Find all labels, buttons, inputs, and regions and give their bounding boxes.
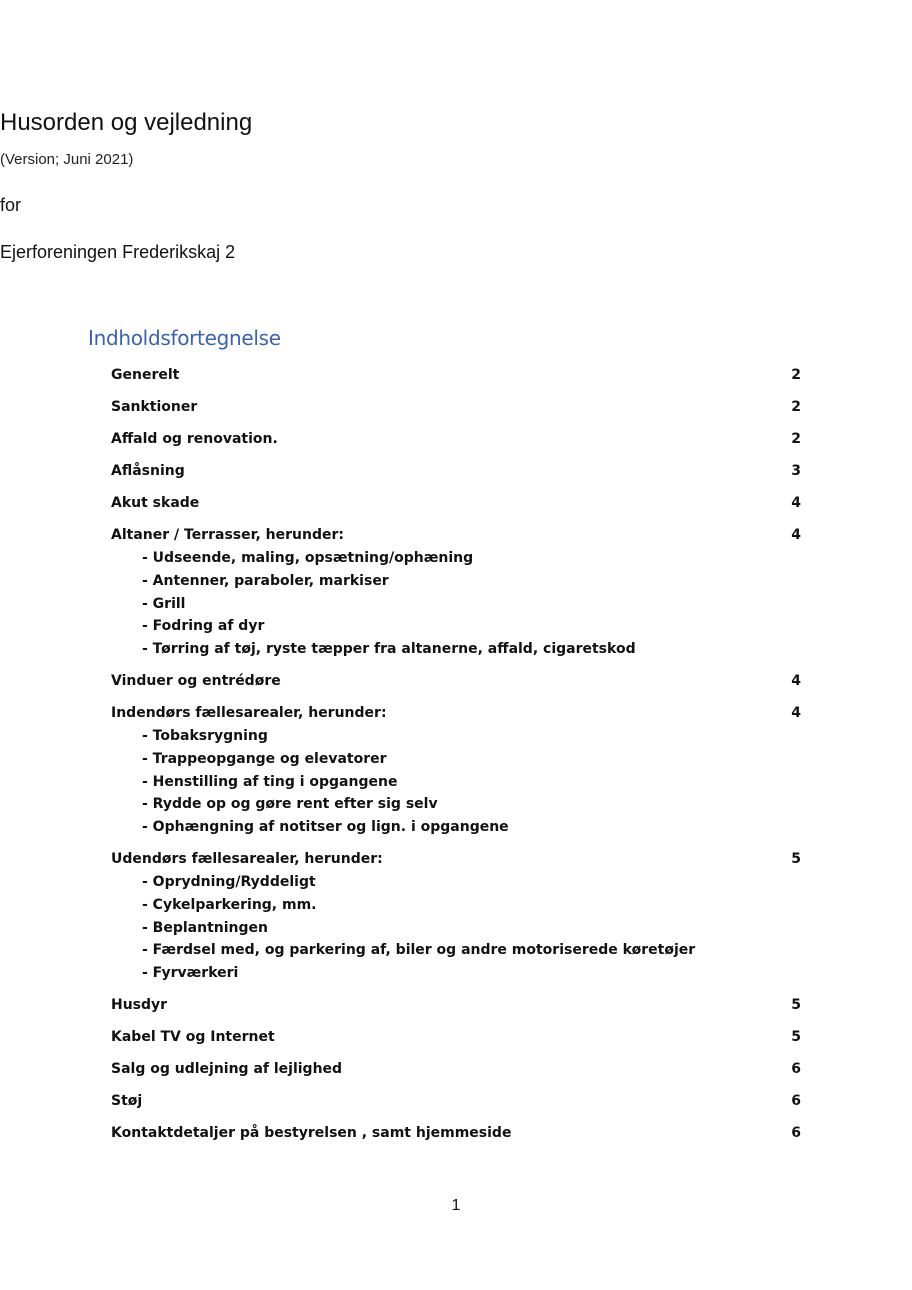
toc-entry-page: 5 bbox=[791, 996, 801, 1013]
toc-entry[interactable] bbox=[111, 1090, 801, 1113]
document-version: (Version; Juni 2021) bbox=[0, 151, 134, 168]
toc-entry-label: Husdyr bbox=[111, 996, 168, 1013]
toc-entry-label: Udendørs fællesarealer, herunder: bbox=[111, 850, 383, 867]
toc-subentry: - Tobaksrygning bbox=[142, 727, 268, 744]
toc-subentry: - Beplantningen bbox=[142, 919, 268, 936]
toc-subentry: - Henstilling af ting i opgangene bbox=[142, 773, 398, 790]
toc-entry[interactable] bbox=[111, 1122, 801, 1145]
toc-entry-label: Salg og udlejning af lejlighed bbox=[111, 1060, 343, 1077]
page-number: 1 bbox=[451, 1197, 461, 1214]
toc-entry-label: Kabel TV og Internet bbox=[111, 1028, 275, 1045]
toc-subentry-list bbox=[111, 725, 801, 839]
toc-entry-label: Støj bbox=[111, 1092, 143, 1109]
table-of-contents bbox=[111, 364, 801, 1154]
document-for: for bbox=[0, 195, 22, 215]
toc-entry-page: 4 bbox=[791, 495, 801, 511]
toc-subentry: - Ophængning af notitser og lign. i opgangene bbox=[142, 819, 509, 836]
toc-entry-label: Altaner / Terrasser, herunder: bbox=[111, 527, 344, 543]
toc-entry[interactable] bbox=[111, 524, 801, 547]
toc-entry[interactable] bbox=[111, 670, 801, 693]
toc-subentry: - Oprydning/Ryddeligt bbox=[142, 873, 316, 890]
toc-subentry: - Tørring af tøj, ryste tæpper fra altanerne, affald, cigaretskod bbox=[142, 641, 636, 658]
toc-entry[interactable] bbox=[111, 428, 801, 451]
toc-entry-label: Kontaktdetaljer på bestyrelsen , samt hjemmeside bbox=[111, 1124, 512, 1141]
toc-entry-page: 6 bbox=[791, 1092, 801, 1109]
toc-entry[interactable] bbox=[111, 848, 801, 871]
toc-entry[interactable] bbox=[111, 492, 801, 515]
toc-entry-label: Affald og renovation. bbox=[111, 431, 278, 447]
toc-entry-page: 5 bbox=[791, 1028, 801, 1045]
toc-entry-page: 4 bbox=[791, 704, 801, 721]
toc-entry-label: Vinduer og entrédøre bbox=[111, 672, 281, 689]
toc-entry[interactable] bbox=[111, 702, 801, 725]
toc-entry[interactable] bbox=[111, 994, 801, 1017]
toc-subentry: - Grill bbox=[142, 595, 186, 612]
toc-entry[interactable] bbox=[111, 1058, 801, 1081]
toc-entry-page: 2 bbox=[791, 367, 801, 383]
toc-subentry: - Udseende, maling, opsætning/ophæning bbox=[142, 550, 474, 566]
toc-subentry-list bbox=[111, 547, 801, 661]
toc-entry-page: 6 bbox=[791, 1060, 801, 1077]
toc-entry-label: Sanktioner bbox=[111, 399, 198, 415]
toc-subentry-list bbox=[111, 871, 801, 985]
toc-entry-page: 4 bbox=[791, 527, 801, 543]
toc-entry-page: 4 bbox=[791, 672, 801, 689]
toc-subentry: - Trappeopgange og elevatorer bbox=[142, 750, 387, 767]
toc-entry[interactable] bbox=[111, 396, 801, 419]
toc-entry-page: 2 bbox=[791, 399, 801, 415]
toc-subentry: - Fodring af dyr bbox=[142, 618, 265, 635]
document-title: Husorden og vejledning bbox=[0, 109, 253, 136]
toc-subentry: - Fyrværkeri bbox=[142, 965, 239, 982]
toc-entry-label: Akut skade bbox=[111, 495, 200, 511]
toc-entry[interactable] bbox=[111, 460, 801, 483]
toc-entry[interactable] bbox=[111, 1026, 801, 1049]
toc-entry-label: Generelt bbox=[111, 367, 180, 383]
toc-subentry: - Antenner, paraboler, markiser bbox=[142, 572, 389, 589]
toc-entry-page: 5 bbox=[791, 850, 801, 867]
toc-entry-label: Aflåsning bbox=[111, 463, 185, 479]
toc-heading: Indholdsfortegnelse bbox=[88, 326, 281, 350]
toc-entry-page: 2 bbox=[791, 431, 801, 447]
toc-entry-page: 6 bbox=[791, 1124, 801, 1141]
organization-name: Ejerforeningen Frederikskaj 2 bbox=[0, 242, 236, 262]
toc-subentry: - Rydde op og gøre rent efter sig selv bbox=[142, 796, 438, 813]
toc-subentry: - Cykelparkering, mm. bbox=[142, 896, 317, 913]
toc-entry-page: 3 bbox=[791, 463, 801, 479]
toc-subentry: - Færdsel med, og parkering af, biler og andre motoriserede køretøjer bbox=[142, 942, 696, 959]
toc-entry[interactable] bbox=[111, 364, 801, 387]
toc-entry-label: Indendørs fællesarealer, herunder: bbox=[111, 704, 387, 721]
